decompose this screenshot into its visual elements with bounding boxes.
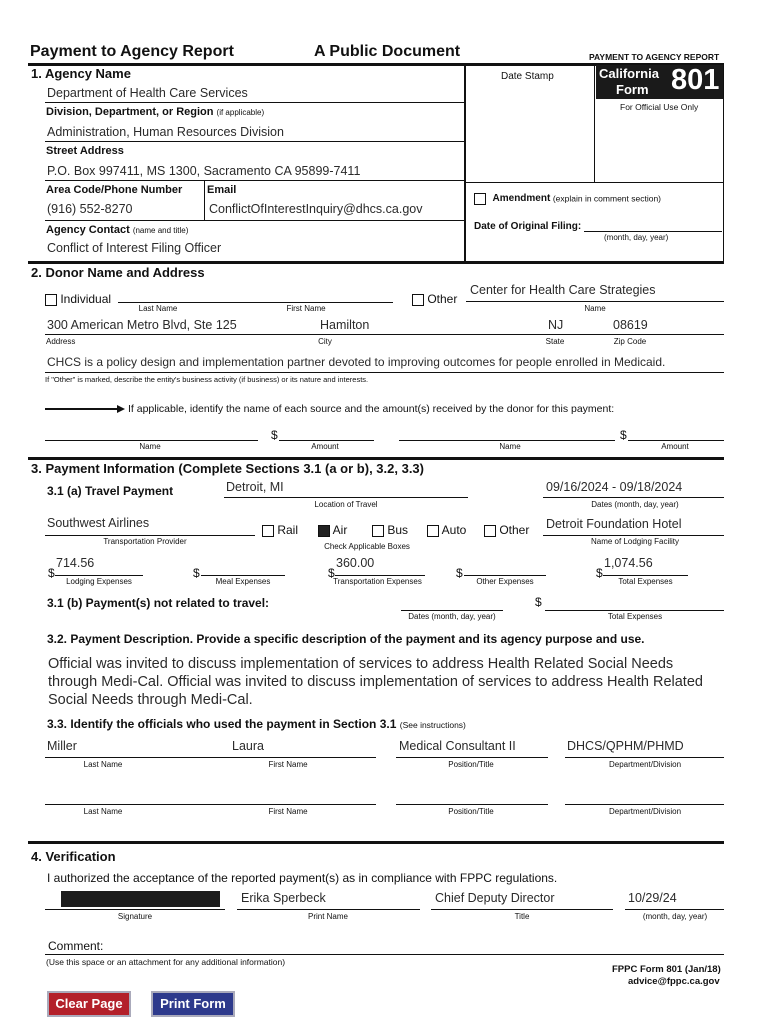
provider-caption: Transportation Provider bbox=[103, 537, 187, 546]
meal-expenses-line[interactable] bbox=[201, 575, 285, 576]
zip-field[interactable]: 08619 bbox=[613, 318, 648, 332]
air-option bbox=[318, 523, 347, 537]
street-label: Street Address bbox=[46, 145, 124, 157]
description-field[interactable]: Official was invited to discuss implementation of services to address Health Related Social Needs through Medi-Cal. Official was invited to discuss implementation of services to address Health Related Social Needs through Medi-Cal. bbox=[48, 656, 703, 708]
first-name-caption: First Name bbox=[286, 304, 326, 313]
verification-date-field[interactable]: 10/29/24 bbox=[628, 891, 677, 905]
divider bbox=[565, 757, 724, 758]
division-label-text: Division, Department, or Region bbox=[46, 106, 214, 118]
form-title: Payment to Agency Report bbox=[30, 43, 234, 60]
amount-caption: Amount bbox=[311, 442, 339, 451]
section2-heading: 2. Donor Name and Address bbox=[31, 265, 205, 280]
dollar-sign: $ bbox=[535, 595, 542, 609]
divider bbox=[45, 757, 376, 758]
first-name-caption: First Name bbox=[268, 807, 308, 816]
badge-number: 801 bbox=[671, 64, 720, 96]
officials-note: (See instructions) bbox=[399, 720, 466, 730]
dates-caption: Dates (month, day, year) bbox=[591, 500, 679, 509]
verification-statement: I authorized the acceptance of the reported payment(s) as in compliance with FPPC regulations. bbox=[47, 871, 558, 885]
divider bbox=[45, 220, 464, 221]
location-caption: Location of Travel bbox=[314, 500, 378, 509]
divider bbox=[431, 909, 613, 910]
official2-dept-line[interactable] bbox=[565, 804, 724, 805]
section1-heading: 1. Agency Name bbox=[31, 66, 131, 81]
divider bbox=[543, 535, 724, 536]
divider bbox=[466, 301, 724, 302]
non-travel-total-caption: Total Expenses bbox=[607, 612, 663, 621]
clear-page-button[interactable]: Clear Page bbox=[47, 991, 131, 1017]
name-caption: Name bbox=[139, 442, 161, 451]
address-field[interactable]: 300 American Metro Blvd, Ste 125 bbox=[47, 318, 237, 332]
date-caption: (month, day, year) bbox=[642, 912, 708, 921]
phone-field[interactable]: (916) 552-8270 bbox=[47, 202, 133, 216]
form-id: FPPC Form 801 (Jan/18) bbox=[612, 964, 721, 975]
official-last-name[interactable]: Miller bbox=[47, 739, 77, 753]
other-label: Other bbox=[427, 292, 458, 306]
divider bbox=[45, 141, 464, 142]
air-checkbox[interactable] bbox=[318, 525, 330, 537]
other-transport-label: Other bbox=[499, 523, 530, 537]
officials-label-text: 3.3. Identify the officials who used the payment in Section 3.1 bbox=[47, 717, 397, 731]
amendment-note: (explain in comment section) bbox=[552, 193, 662, 204]
rail-checkbox[interactable] bbox=[262, 525, 274, 537]
bus-option bbox=[372, 523, 408, 537]
sources-instruction: If applicable, identify the name of each source and the amount(s) received by the donor for this payment: bbox=[128, 403, 615, 415]
total-expenses-field[interactable]: 1,074.56 bbox=[604, 556, 653, 570]
last-name-caption: Last Name bbox=[138, 304, 178, 313]
official-title[interactable]: Medical Consultant II bbox=[399, 739, 516, 753]
check-boxes-caption: Check Applicable Boxes bbox=[324, 542, 410, 551]
other-expenses-caption: Other Expenses bbox=[476, 577, 534, 586]
divider bbox=[224, 497, 468, 498]
orig-filing-label: Date of Original Filing: bbox=[474, 221, 582, 232]
section-rule bbox=[28, 841, 724, 844]
description-label: 3.2. Payment Description. Provide a specific description of the payment and its agency purpose and use. bbox=[47, 632, 645, 646]
official2-name-line[interactable] bbox=[45, 804, 376, 805]
location-field[interactable]: Detroit, MI bbox=[226, 480, 284, 494]
non-travel-dates-caption: Dates (month, day, year) bbox=[408, 612, 496, 621]
travel-payment-label: 3.1 (a) Travel Payment bbox=[47, 484, 174, 498]
officials-label bbox=[47, 717, 466, 731]
total-expenses-caption: Total Expenses bbox=[618, 577, 673, 586]
meal-expenses-caption: Meal Expenses bbox=[215, 577, 271, 586]
divider bbox=[45, 334, 724, 335]
official-department[interactable]: DHCS/QPHM/PHMD bbox=[567, 739, 684, 753]
print-form-button[interactable]: Print Form bbox=[151, 991, 235, 1017]
dollar-sign: $ bbox=[48, 566, 55, 580]
activity-field[interactable]: CHCS is a policy design and implementation partner devoted to improving outcomes for people enrolled in Medicaid. bbox=[47, 355, 666, 369]
city-field[interactable]: Hamilton bbox=[320, 318, 370, 332]
rail-label: Rail bbox=[277, 523, 299, 537]
comment-caption: (Use this space or an attachment for any additional information) bbox=[46, 957, 286, 967]
official-first-name[interactable]: Laura bbox=[232, 739, 264, 753]
dollar-sign: $ bbox=[271, 428, 278, 442]
divider bbox=[204, 181, 205, 221]
amendment-checkbox[interactable] bbox=[474, 193, 486, 205]
individual-label: Individual bbox=[60, 292, 112, 306]
provider-field[interactable]: Southwest Airlines bbox=[47, 516, 150, 530]
bus-label: Bus bbox=[387, 523, 409, 537]
fppc-email: advice@fppc.ca.gov bbox=[628, 976, 720, 987]
dollar-sign: $ bbox=[328, 566, 335, 580]
contact-note: (name and title) bbox=[132, 226, 189, 235]
top-right-label: PAYMENT TO AGENCY REPORT bbox=[589, 52, 720, 62]
divider bbox=[55, 575, 143, 576]
dollar-sign: $ bbox=[193, 566, 200, 580]
divider bbox=[335, 575, 425, 576]
section-rule bbox=[28, 261, 724, 264]
auto-option bbox=[427, 523, 466, 537]
other-expenses-line[interactable] bbox=[464, 575, 546, 576]
other-name-field[interactable]: Center for Health Care Strategies bbox=[470, 283, 656, 297]
city-caption: City bbox=[318, 337, 332, 346]
comment-label: Comment: bbox=[48, 939, 104, 953]
official-use-label: For Official Use Only bbox=[620, 102, 699, 112]
official2-title-line[interactable] bbox=[396, 804, 548, 805]
individual-name-line[interactable] bbox=[118, 302, 393, 303]
divider bbox=[237, 909, 420, 910]
lodging-expenses-field[interactable]: 714.56 bbox=[56, 556, 95, 570]
amendment-row bbox=[474, 193, 661, 205]
transport-expenses-caption: Transportation Expenses bbox=[333, 577, 422, 586]
date-stamp-label: Date Stamp bbox=[501, 71, 554, 82]
name-caption: Name bbox=[584, 304, 606, 313]
division-note: (if applicable) bbox=[216, 108, 265, 117]
other-option bbox=[412, 292, 457, 306]
divider bbox=[396, 757, 548, 758]
divider bbox=[625, 909, 724, 910]
divider bbox=[45, 102, 464, 103]
rail-option bbox=[262, 523, 298, 537]
lodging-name-caption: Name of Lodging Facility bbox=[590, 537, 680, 546]
signature-caption: Signature bbox=[117, 912, 153, 921]
comment-line[interactable] bbox=[45, 954, 724, 955]
zip-caption: Zip Code bbox=[613, 337, 647, 346]
air-label: Air bbox=[332, 523, 348, 537]
dollar-sign: $ bbox=[596, 566, 603, 580]
title-field[interactable]: Chief Deputy Director bbox=[435, 891, 555, 905]
badge-line1: California bbox=[599, 66, 659, 81]
position-caption: Position/Title bbox=[448, 807, 494, 816]
source-amount-line[interactable] bbox=[279, 440, 374, 441]
name-caption: Name bbox=[499, 442, 521, 451]
last-name-caption: Last Name bbox=[83, 760, 123, 769]
dollar-sign: $ bbox=[620, 428, 627, 442]
non-travel-total-line[interactable] bbox=[545, 610, 724, 611]
email-field[interactable]: ConflictOfInterestInquiry@dhcs.ca.gov bbox=[209, 202, 423, 216]
amount-caption: Amount bbox=[661, 442, 689, 451]
non-travel-label: 3.1 (b) Payment(s) not related to travel: bbox=[47, 596, 270, 610]
lodging-name-field[interactable]: Detroit Foundation Hotel bbox=[546, 517, 682, 531]
section-rule bbox=[28, 457, 724, 460]
position-caption: Position/Title bbox=[448, 760, 494, 769]
state-caption: State bbox=[545, 337, 565, 346]
agency-name-field[interactable]: Department of Health Care Services bbox=[47, 86, 248, 100]
divider bbox=[45, 909, 225, 910]
other-transport-checkbox[interactable] bbox=[484, 525, 496, 537]
public-document-label: A Public Document bbox=[314, 43, 461, 60]
divider bbox=[45, 180, 464, 181]
title-caption: Title bbox=[514, 912, 530, 921]
divider bbox=[464, 64, 466, 262]
redacted-signature bbox=[61, 891, 220, 907]
transport-expenses-field[interactable]: 360.00 bbox=[336, 556, 375, 570]
print-name-caption: Print Name bbox=[307, 912, 348, 921]
department-caption: Department/Division bbox=[608, 760, 682, 769]
section4-heading: 4. Verification bbox=[31, 849, 116, 864]
individual-option bbox=[45, 292, 111, 306]
divider bbox=[45, 372, 724, 373]
divider bbox=[465, 182, 724, 183]
orig-filing-line[interactable] bbox=[584, 231, 722, 232]
travel-dates-field[interactable]: 09/16/2024 - 09/18/2024 bbox=[546, 480, 683, 494]
division-field[interactable]: Administration, Human Resources Division bbox=[47, 125, 284, 139]
arrow-right-icon bbox=[45, 404, 125, 414]
first-name-caption: First Name bbox=[268, 760, 308, 769]
address-caption: Address bbox=[46, 337, 76, 346]
section3-heading: 3. Payment Information (Complete Sections 3.1 (a or b), 3.2, 3.3) bbox=[31, 461, 424, 476]
contact-field[interactable]: Conflict of Interest Filing Officer bbox=[47, 241, 222, 255]
state-field[interactable]: NJ bbox=[548, 318, 564, 332]
phone-label: Area Code/Phone Number bbox=[46, 184, 183, 196]
auto-label: Auto bbox=[441, 523, 467, 537]
division-label bbox=[46, 106, 264, 118]
divider bbox=[594, 64, 595, 182]
source-amount-line[interactable] bbox=[628, 440, 724, 441]
department-caption: Department/Division bbox=[608, 807, 682, 816]
source-name-line[interactable] bbox=[399, 440, 615, 441]
bus-checkbox[interactable] bbox=[372, 525, 384, 537]
divider bbox=[45, 535, 255, 536]
print-name-field[interactable]: Erika Sperbeck bbox=[241, 891, 326, 905]
lodging-expenses-caption: Lodging Expenses bbox=[66, 577, 132, 586]
last-name-caption: Last Name bbox=[83, 807, 123, 816]
divider bbox=[723, 64, 724, 262]
dollar-sign: $ bbox=[456, 566, 463, 580]
individual-checkbox[interactable] bbox=[45, 294, 57, 306]
amendment-label: Amendment bbox=[492, 193, 551, 205]
street-field[interactable]: P.O. Box 997411, MS 1300, Sacramento CA 95899-7411 bbox=[47, 164, 361, 178]
form-badge bbox=[596, 65, 723, 99]
activity-caption: If "Other" is marked, describe the entity's business activity (if business) or its nature and interests. bbox=[45, 375, 369, 384]
orig-filing-caption: (month, day, year) bbox=[604, 233, 669, 242]
contact-label bbox=[46, 224, 188, 236]
other-transport-option bbox=[484, 523, 529, 537]
non-travel-dates-line[interactable] bbox=[401, 610, 503, 611]
other-checkbox[interactable] bbox=[412, 294, 424, 306]
email-label: Email bbox=[207, 184, 237, 196]
divider bbox=[543, 497, 724, 498]
divider bbox=[603, 575, 688, 576]
auto-checkbox[interactable] bbox=[427, 525, 439, 537]
badge-line2: Form bbox=[616, 82, 649, 97]
contact-label-text: Agency Contact bbox=[46, 224, 130, 236]
source-name-line[interactable] bbox=[45, 440, 258, 441]
